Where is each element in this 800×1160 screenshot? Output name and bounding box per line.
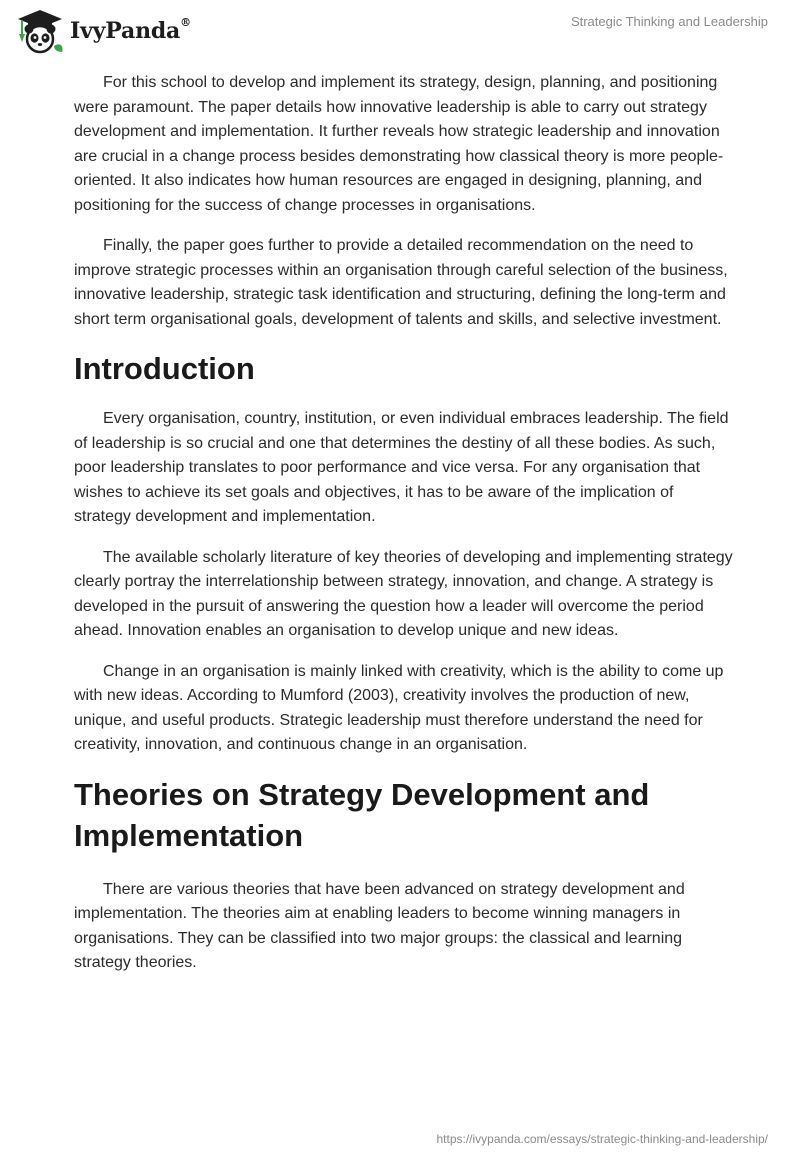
paragraph: The available scholarly literature of key theories of developing and implementing strategy clearly portray the interrelationship between strategy, innovation, and change. A strategy is developed in the pursuit of answering the question how a leader will overcome the period ahead. Innovation enables an organisation to develop unique and new ideas. [74, 548, 733, 639]
page-header [0, 0, 800, 60]
ivypanda-logo[interactable] [14, 8, 191, 54]
registered-mark: ® [180, 15, 191, 29]
paragraph: Change in an organisation is mainly linked with creativity, which is the ability to come up with new ideas. According to Mumford (2003), creativity involves the production of new, unique, and useful products. Strategic leadership must therefore understand the need for creativity, innovation, and continuous change in an organisation. [74, 662, 724, 753]
document-title: Strategic Thinking and Leadership [570, 14, 768, 29]
paragraph: There are various theories that have been advanced on strategy development and implementation. The theories aim at enabling leaders to become winning managers in organisations. They can be classified into two major groups: the classical and learning strategy theories. [74, 880, 685, 971]
source-url[interactable]: https://ivypanda.com/essays/strategic-thinking-and-leadership/ [436, 1132, 768, 1146]
heading-theories: Theories on Strategy Development and Implementation [74, 776, 650, 853]
paragraph: Every organisation, country, institution, or even individual embraces leadership. The field of leadership is so crucial and one that determines the destiny of all these bodies. As such, poor leadership translates to poor performance and vice versa. For any organisation that wishes to achieve its set goals and objectives, it has to be aware of the implication of strategy development and implementation. [74, 410, 729, 525]
brand-name: IvyPanda® [70, 15, 191, 44]
essay-content [74, 71, 734, 992]
paragraph: Finally, the paper goes further to provide a detailed recommendation on the need to improve strategic processes within an organisation through careful selection of the business, innovative leadership, strategic task identification and structuring, defining the long-term and short term organisational goals, development of talents and skills, and selective investment. [74, 237, 728, 328]
heading-introduction: Introduction [74, 351, 255, 386]
paragraph: For this school to develop and implement its strategy, design, planning, and positioning were paramount. The paper details how innovative leadership is able to carry out strategy development and implementation. It further reveals how strategic leadership and innovation are crucial in a change process besides demonstrating how classical theory is more people-oriented. It also indicates how human resources are engaged in designing, planning, and positioning for the success of change processes in organisations. [74, 74, 724, 214]
panda-graduate-icon [14, 8, 66, 54]
